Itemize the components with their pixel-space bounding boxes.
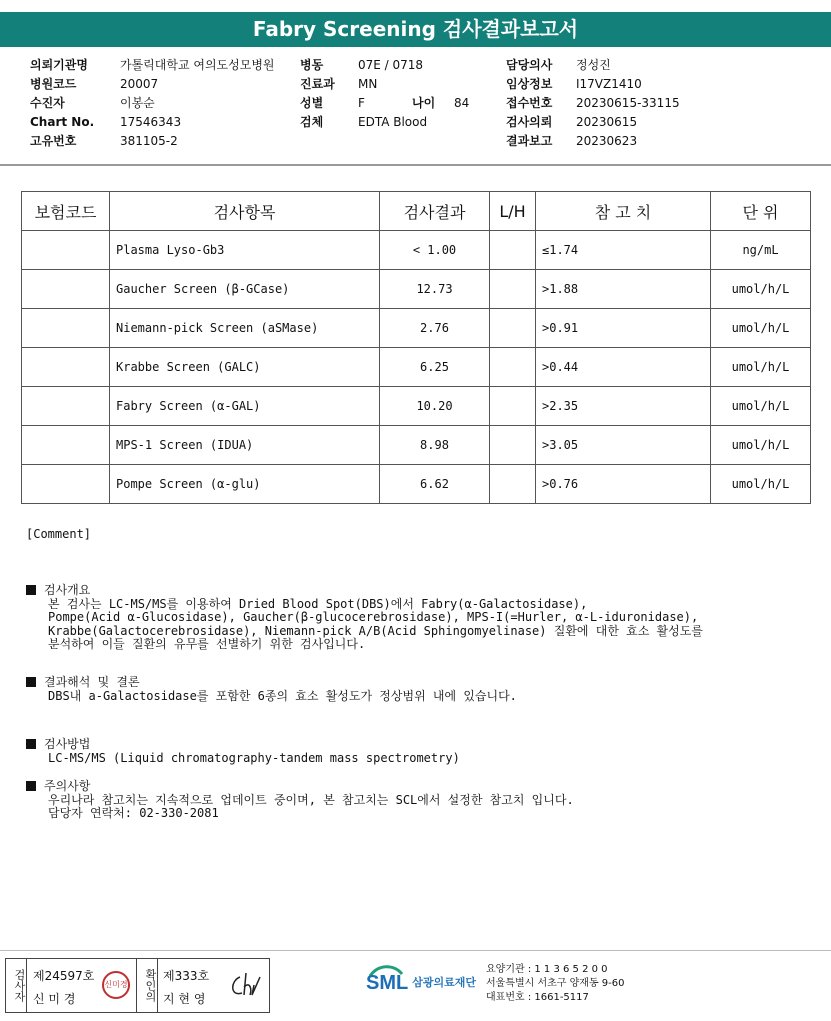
cell-result: 10.20 xyxy=(380,387,490,426)
comment-section xyxy=(26,676,517,703)
org-line: 서울특별시 서초구 양재동 9-60 xyxy=(486,978,625,989)
cell-item: Gaucher Screen (β-GCase) xyxy=(110,270,380,309)
cell-unit: umol/h/L xyxy=(711,465,811,504)
info-label: 접수번호 xyxy=(506,96,553,110)
section-line: 본 검사는 LC-MS/MS를 이용하여 Dried Blood Spot(DBS)에서 Fabry(α-Galactosidase), xyxy=(48,596,588,611)
cell-code xyxy=(22,426,110,465)
info-label: 진료과 xyxy=(300,77,335,91)
cell-result: 12.73 xyxy=(380,270,490,309)
confirmer-label: 확인의 xyxy=(136,959,158,1012)
section-heading-row xyxy=(26,738,460,752)
comment-label: [Comment] xyxy=(26,527,92,541)
header-col1 xyxy=(30,58,275,153)
cell-code xyxy=(22,348,110,387)
table-row xyxy=(22,426,811,465)
square-bullet-icon xyxy=(26,739,36,749)
age-label: 나이 xyxy=(412,96,436,110)
info-row xyxy=(300,96,469,115)
section-heading-row xyxy=(26,676,517,690)
section-line: Pompe(Acid α-Glucosidase), Gaucher(β-glucocerebrosidase), MPS-I(=Hurler, α-L-iduronidase), xyxy=(48,610,699,624)
info-value: 20230615 xyxy=(576,115,638,129)
cell-lh xyxy=(490,309,536,348)
table-row xyxy=(22,465,811,504)
info-row xyxy=(30,96,275,115)
col-header: 검사결과 xyxy=(380,192,490,231)
table-row xyxy=(22,309,811,348)
info-label: 결과보고 xyxy=(506,134,553,148)
cell-ref: >0.91 xyxy=(536,309,711,348)
info-value: MN xyxy=(358,77,378,91)
table-row xyxy=(22,387,811,426)
cell-lh xyxy=(490,465,536,504)
cell-unit: umol/h/L xyxy=(711,348,811,387)
info-label: 의뢰기관명 xyxy=(30,58,88,72)
section-heading: 주의사항 xyxy=(44,779,91,793)
col-header: L/H xyxy=(490,192,536,231)
report-title: Fabry Screening 검사결과보고서 xyxy=(0,12,831,47)
info-value: 정성진 xyxy=(576,58,611,72)
org-info xyxy=(486,963,625,1005)
comment-section xyxy=(26,780,574,821)
table-row xyxy=(22,348,811,387)
comment-section xyxy=(26,584,703,652)
cell-code xyxy=(22,231,110,270)
info-row xyxy=(300,58,469,77)
section-heading-row xyxy=(26,780,574,794)
cell-result: 8.98 xyxy=(380,426,490,465)
col-header: 참 고 치 xyxy=(536,192,711,231)
section-line: DBS내 a-Galactosidase를 포함한 6종의 효소 활성도가 정상범위 내에 있습니다. xyxy=(48,688,517,703)
cell-ref: ≤1.74 xyxy=(536,231,711,270)
info-row xyxy=(506,58,680,77)
cell-lh xyxy=(490,426,536,465)
cell-ref: >0.44 xyxy=(536,348,711,387)
tester-number: 제24597호 xyxy=(33,969,95,983)
info-label: 검체 xyxy=(300,115,324,129)
cell-result: < 1.00 xyxy=(380,231,490,270)
square-bullet-icon xyxy=(26,677,36,687)
confirmer-name: 지 현 영 xyxy=(163,992,206,1006)
table-row xyxy=(22,270,811,309)
section-heading: 검사개요 xyxy=(44,583,91,597)
org-line: 대표번호 : 1661-5117 xyxy=(486,992,589,1003)
info-value: I17VZ1410 xyxy=(576,77,642,91)
cell-lh xyxy=(490,270,536,309)
info-value: 20230623 xyxy=(576,134,638,148)
cell-code xyxy=(22,465,110,504)
tester-name: 신 미 경 xyxy=(33,992,76,1006)
cell-ref: >2.35 xyxy=(536,387,711,426)
cell-item: Plasma Lyso-Gb3 xyxy=(110,231,380,270)
section-line: 담당자 연락처: 02-330-2081 xyxy=(48,806,219,820)
cell-item: Fabry Screen (α-GAL) xyxy=(110,387,380,426)
cell-unit: ng/mL xyxy=(711,231,811,270)
logo-text: SML xyxy=(366,972,409,994)
info-value: 20230615-33115 xyxy=(576,96,680,110)
info-row xyxy=(30,115,275,134)
info-label: 수진자 xyxy=(30,96,65,110)
info-row xyxy=(30,134,275,153)
header-col3 xyxy=(506,58,680,153)
info-value: 20007 xyxy=(120,77,159,91)
info-row xyxy=(506,134,680,153)
info-row xyxy=(506,115,680,134)
info-value: F xyxy=(358,96,365,110)
footer-divider xyxy=(0,950,831,951)
section-heading: 결과해석 및 결론 xyxy=(44,675,140,689)
info-row xyxy=(300,77,469,96)
cell-item: Krabbe Screen (GALC) xyxy=(110,348,380,387)
info-value: 381105-2 xyxy=(120,134,178,148)
info-value: 17546343 xyxy=(120,115,182,129)
cell-result: 2.76 xyxy=(380,309,490,348)
info-value: 가톨릭대학교 여의도성모병원 xyxy=(120,58,275,72)
org-line: 요양기관 : 1 1 3 6 5 2 0 0 xyxy=(486,964,608,975)
logo-subtext: 삼광의료재단 xyxy=(412,976,476,989)
cell-ref: >1.88 xyxy=(536,270,711,309)
cell-lh xyxy=(490,348,536,387)
header-col2 xyxy=(300,58,469,134)
cell-code xyxy=(22,270,110,309)
cell-lh xyxy=(490,387,536,426)
col-header: 검사항목 xyxy=(110,192,380,231)
col-header: 단 위 xyxy=(711,192,811,231)
info-label: 병원코드 xyxy=(30,77,77,91)
tester-stamp: 신미경 xyxy=(102,971,130,999)
confirmer-number: 제333호 xyxy=(163,969,210,983)
signature-image xyxy=(228,969,264,1001)
cell-unit: umol/h/L xyxy=(711,387,811,426)
results-table xyxy=(21,191,811,504)
section-heading: 검사방법 xyxy=(44,737,91,751)
info-label: 성별 xyxy=(300,96,324,110)
age-value: 84 xyxy=(454,96,470,110)
table-header-row xyxy=(22,192,811,231)
info-label: Chart No. xyxy=(30,115,95,129)
info-label: 임상정보 xyxy=(506,77,553,91)
col-header: 보험코드 xyxy=(22,192,110,231)
info-label: 담당의사 xyxy=(506,58,553,72)
section-line: LC-MS/MS (Liquid chromatography-tandem mass spectrometry) xyxy=(48,750,460,765)
info-label: 병동 xyxy=(300,58,324,72)
square-bullet-icon xyxy=(26,781,36,791)
tester-label: 검사자 xyxy=(6,959,27,1012)
cell-item: Pompe Screen (α-glu) xyxy=(110,465,380,504)
cell-result: 6.25 xyxy=(380,348,490,387)
square-bullet-icon xyxy=(26,585,36,595)
table-row xyxy=(22,231,811,270)
cell-unit: umol/h/L xyxy=(711,309,811,348)
cell-unit: umol/h/L xyxy=(711,270,811,309)
info-value: 07E / 0718 xyxy=(358,58,424,72)
section-line: Krabbe(Galactocerebrosidase), Niemann-pick A/B(Acid Sphingomyelinase) 질환에 대한 효소 활성도를 xyxy=(48,623,703,638)
section-line: 우리나라 참고치는 지속적으로 업데이트 중이며, 본 참고치는 SCL에서 설정한 참고치 입니다. xyxy=(48,792,574,807)
info-label: 검사의뢰 xyxy=(506,115,553,129)
cell-unit: umol/h/L xyxy=(711,426,811,465)
info-row xyxy=(506,77,680,96)
comment-section xyxy=(26,738,460,765)
info-row xyxy=(30,58,275,77)
cell-ref: >3.05 xyxy=(536,426,711,465)
signature-box xyxy=(5,958,270,1013)
info-value: EDTA Blood xyxy=(358,115,428,129)
section-line: 분석하여 이들 질환의 유무를 선별하기 위한 검사입니다. xyxy=(48,637,366,651)
cell-code xyxy=(22,309,110,348)
info-row xyxy=(506,96,680,115)
cell-ref: >0.76 xyxy=(536,465,711,504)
cell-item: MPS-1 Screen (IDUA) xyxy=(110,426,380,465)
cell-code xyxy=(22,387,110,426)
cell-result: 6.62 xyxy=(380,465,490,504)
info-row xyxy=(300,115,469,134)
header-divider xyxy=(0,164,831,166)
cell-item: Niemann-pick Screen (aSMase) xyxy=(110,309,380,348)
section-heading-row xyxy=(26,584,703,598)
cell-lh xyxy=(490,231,536,270)
info-row xyxy=(30,77,275,96)
info-label: 고유번호 xyxy=(30,134,77,148)
info-value: 이봉순 xyxy=(120,96,155,110)
